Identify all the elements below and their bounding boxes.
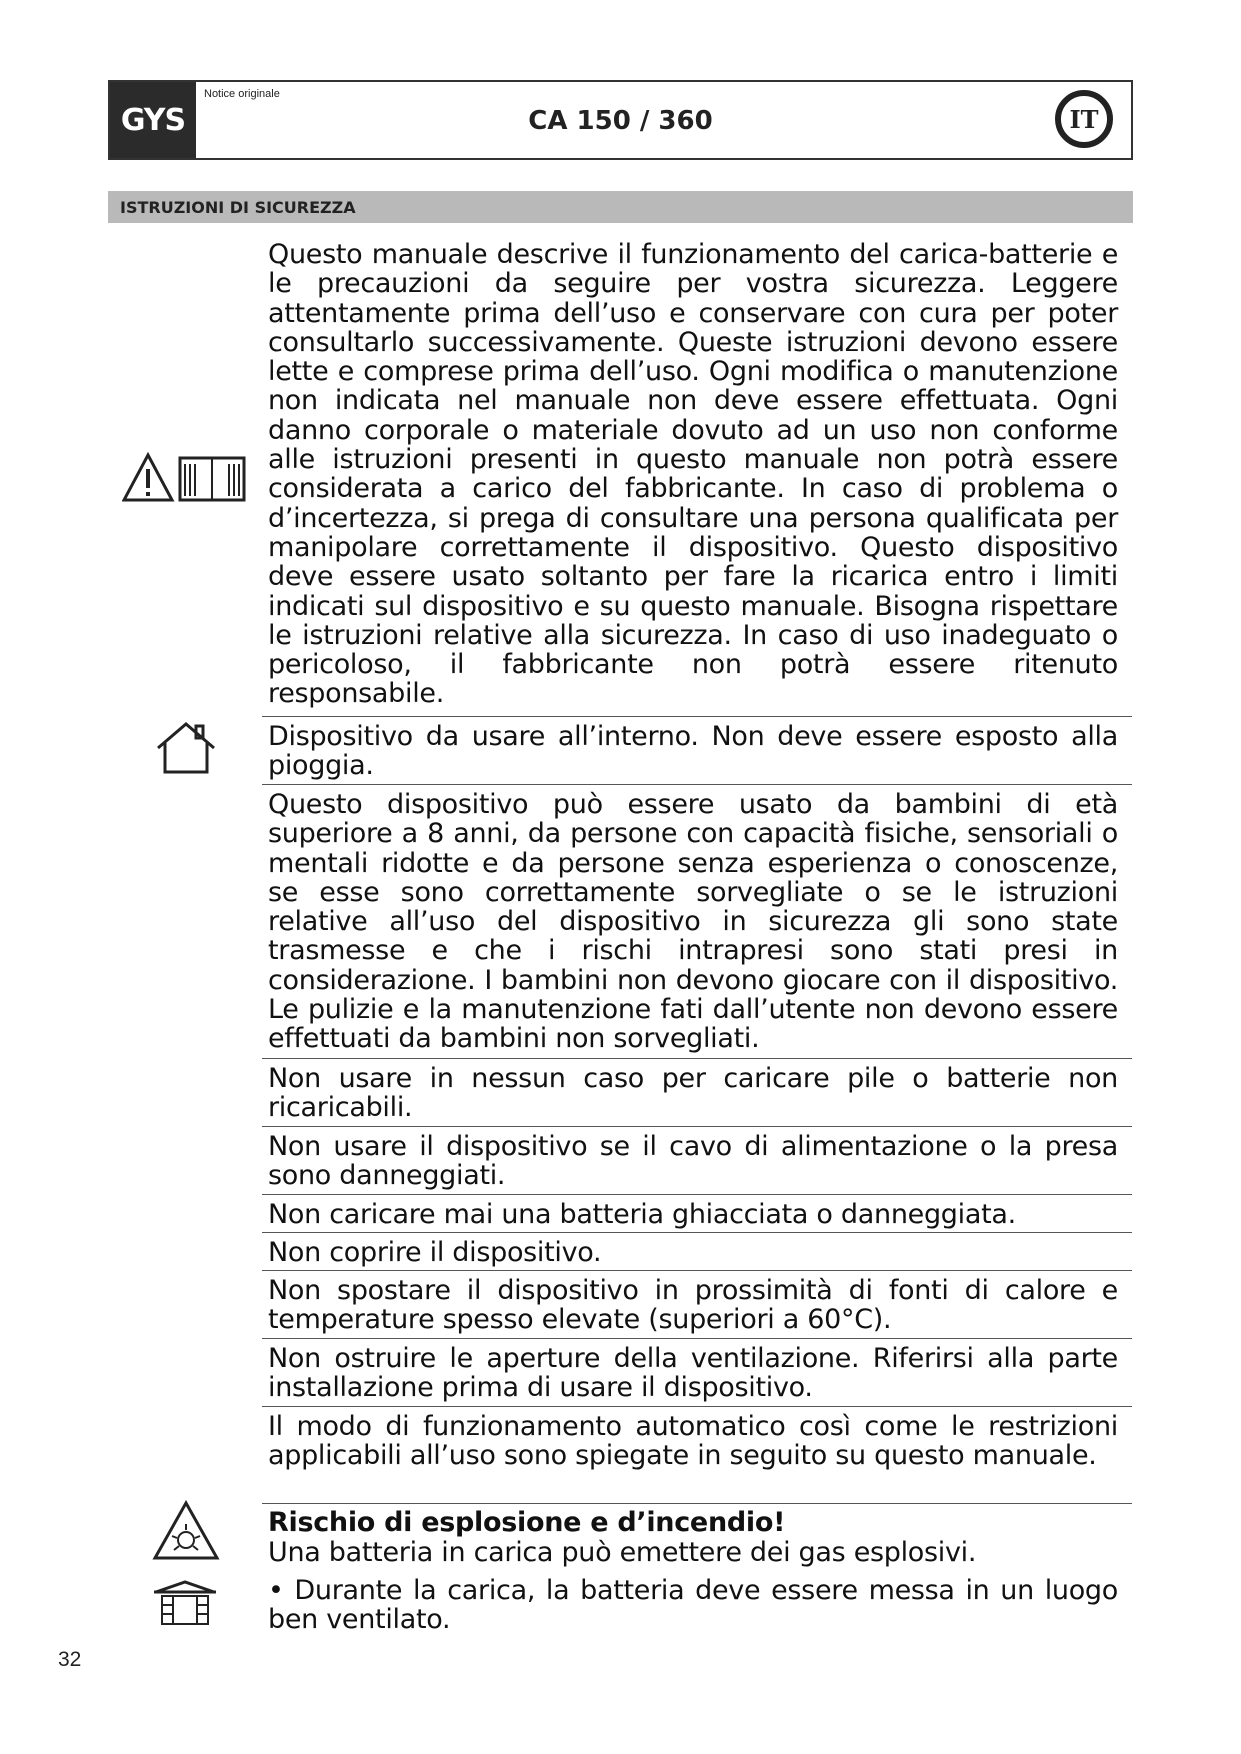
page-number: 32	[58, 1648, 82, 1671]
ventilation-paragraph: Non ostruire le aperture della ventilazione. Riferirsi alla parte installazione prima di usare il dispositivo.	[268, 1343, 1118, 1404]
divider	[262, 1503, 1132, 1504]
non-rechargeable-paragraph: Non usare in nessun caso per caricare pile o batterie non ricaricabili.	[268, 1063, 1118, 1124]
section-title: ISTRUZIONI DI SICUREZZA	[120, 198, 356, 217]
divider	[262, 1270, 1132, 1271]
divider	[262, 1232, 1132, 1233]
indoor-use-paragraph: Dispositivo da usare all’interno. Non deve essere esposto alla pioggia.	[268, 721, 1118, 782]
explosion-heading: Rischio di esplosione e d’incendio!	[268, 1507, 786, 1538]
explosion-text: Una batteria in carica può emettere dei gas esplosivi.	[268, 1537, 977, 1568]
divider	[262, 1406, 1132, 1407]
ventilated-room-icon	[152, 1578, 218, 1628]
warning-manual-icon	[122, 452, 250, 504]
divider	[262, 716, 1132, 717]
automatic-mode-paragraph: Il modo di funzionamento automatico così come le restrizioni applicabili all’uso sono spiegate in seguito su questo manuale.	[268, 1411, 1118, 1472]
damaged-cable-paragraph: Non usare il dispositivo se il cavo di alimentazione o la presa sono danneggiati.	[268, 1131, 1118, 1192]
section-bar	[108, 191, 1133, 223]
intro-paragraph: Questo manuale descrive il funzionamento del carica-batterie e le precauzioni da seguire per vostra sicurezza. Leggere attentamente prima dell’uso e conservare con cura per poter consultarlo successivamente. Queste istruzioni devono essere lette e comprese prima dell’uso. Ogni modifica o manutenzione non indicata nel manuale non deve essere effettuata. Ogni danno corporale o materiale dovuto ad un uso non conforme alle istruzioni presenti in questo manuale non potrà essere considerata a carico del fabbricante. In caso di problema o d’incertezza, si prega di consultare una persona qualificata per manipolare correttamente il dispositivo. Questo dispositivo deve essere usato soltanto per fare la ricarica entro i limiti indicati sul dispositivo e su questo manuale. Bisogna rispettare le istruzioni relative alla sicurezza. In caso di uso inadeguato o pericoloso, il fabbricante non potrà essere ritenuto responsabile.	[268, 239, 1118, 710]
divider	[262, 1338, 1132, 1339]
divider	[262, 1194, 1132, 1195]
divider	[262, 784, 1132, 785]
explosion-warning-icon	[152, 1500, 220, 1562]
heat-sources-paragraph: Non spostare il dispositivo in prossimità di fonti di calore e temperature spesso elevate (superiori a 60°C).	[268, 1275, 1118, 1336]
frozen-battery-paragraph: Non caricare mai una batteria ghiacciata o danneggiata.	[268, 1199, 1016, 1230]
notice-label: Notice originale	[204, 88, 280, 100]
model-title: CA 150 / 360	[528, 106, 713, 136]
ventilation-bullet: • Durante la carica, la batteria deve essere messa in un luogo ben ventilato.	[268, 1575, 1118, 1636]
do-not-cover-paragraph: Non coprire il dispositivo.	[268, 1237, 602, 1268]
children-paragraph: Questo dispositivo può essere usato da bambini di età superiore a 8 anni, da persone con capacità fisiche, sensoriali o mentali ridotte e da persone senza esperienza o conoscenze, se esse sono correttamente sorvegliate o se le istruzioni relative all’uso del dispositivo in sicurezza gli sono state trasmesse e che i rischi intrapresi sono stati presi in considerazione. I bambini non devono giocare con il dispositivo. Le pulizie e la manutenzione fati dall’utente non devono essere effettuati da bambini non sorvegliati.	[268, 789, 1118, 1055]
divider	[262, 1126, 1132, 1127]
language-badge: IT	[1055, 90, 1113, 148]
logo-text: GYS	[120, 102, 186, 138]
divider	[262, 1058, 1132, 1059]
indoor-use-icon	[154, 720, 218, 776]
document-header	[108, 80, 1133, 160]
